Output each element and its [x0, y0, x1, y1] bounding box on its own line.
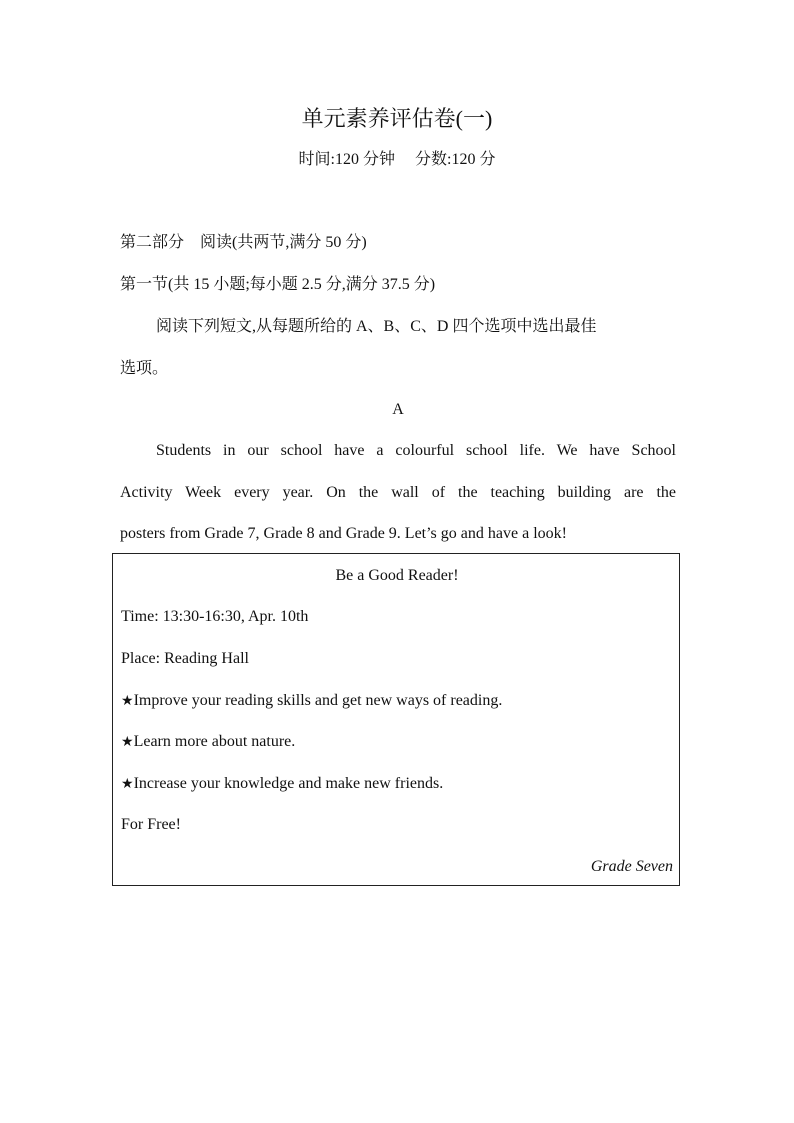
exam-info [0, 148, 794, 172]
poster-item [121, 772, 673, 796]
poster-place: Place: Reading Hall [121, 650, 249, 667]
passage-line-3: posters from Grade 7, Grade 8 and Grade 9. Let’s go and have a look! [120, 525, 567, 542]
poster-heading: Be a Good Reader! [335, 567, 459, 584]
star-icon: ★ [121, 693, 134, 709]
star-icon: ★ [121, 776, 134, 792]
passage-label: A [392, 401, 404, 418]
poster-signature: Grade Seven [590, 858, 673, 875]
poster-item-text: Improve your reading skills and get new ways of reading. [133, 692, 503, 709]
page-title: 单元素养评估卷(一) [301, 106, 493, 131]
poster-item-text: Increase your knowledge and make new friends. [133, 775, 444, 792]
instruction-line-1: 阅读下列短文,从每题所给的 A、B、C、D 四个选项中选出最佳 [156, 318, 597, 335]
poster-item [121, 730, 673, 754]
poster-item-text: Learn more about nature. [133, 733, 296, 750]
instruction-line-2: 选项。 [120, 360, 169, 377]
part-heading: 第二部分 阅读(共两节,满分 50 分) [120, 234, 367, 251]
poster-time: Time: 13:30-16:30, Apr. 10th [121, 608, 309, 625]
poster-free: For Free! [121, 816, 181, 833]
time-limit: 时间:120 分钟 [298, 151, 395, 168]
passage-line-1: Students in our school have a colourful school life. We have School [156, 442, 676, 459]
poster-box [112, 553, 680, 886]
passage-line-2: Activity Week every year. On the wall of the teaching building are the [120, 484, 676, 501]
total-score: 分数:120 分 [415, 151, 496, 168]
poster-item [121, 689, 673, 713]
star-icon: ★ [121, 734, 134, 750]
subsection-heading: 第一节(共 15 小题;每小题 2.5 分,满分 37.5 分) [120, 276, 436, 293]
